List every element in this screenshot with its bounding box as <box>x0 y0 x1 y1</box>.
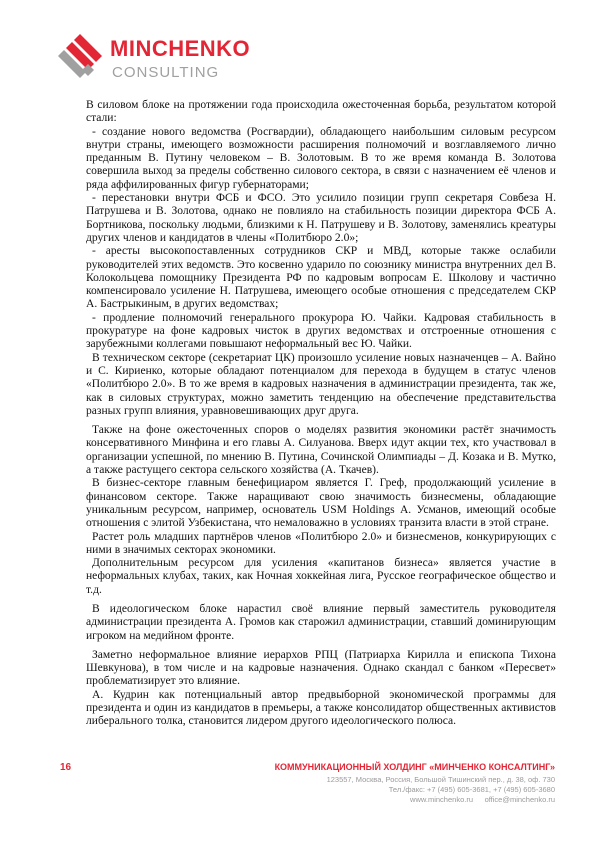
paragraph: А. Кудрин как потенциальный автор предвыборной экономической программы для президента и один из кандидатов в премьеры, а также консолидатор общественных активистов либерального толка, становится лидером другого идеологического полюса. <box>86 688 556 728</box>
paragraph: - перестановки внутри ФСБ и ФСО. Это усилило позиции групп секретаря Совбеза Н. Патрушева и В. Золотова, однако не повлияло на стабильность позиции директора ФСБ А. Бортникова, поскольку людьми, близкими к Н. Патрушеву и В. Золотову, заменялись креатуры других членов и кандидатов в члены «Политбюро 2.0»; <box>86 192 556 244</box>
paragraph: В бизнес-секторе главным бенефициаром является Г. Греф, продолжающий усиление в финансовом секторе. Также наращивают свою значимость бизнесмены, обладающие уникальным ресурсом, например, основатель USM Holdings А. Усманов, имеющий особые отношения с элитой Узбекистана, что немаловажно в условиях транзита власти в этой стране. <box>86 477 556 530</box>
paragraph: В техническом секторе (секретариат ЦК) произошло усиление новых назначенцев – А. Вайно и С. Кириенко, которые обладают потенциалом для перехода в будущем в статус членов «Политбюро 2.0». В то же время в кадровых назначения в администрации президента, так же, как в силовых структурах, можно заметить тенденцию на обеспечение представительства разных групп влияния, уравновешивающих друг друга. <box>86 351 556 417</box>
footer-website[interactable]: www.minchenko.ru <box>410 795 473 804</box>
page-number: 16 <box>60 762 72 773</box>
logo-name: MINCHENKO <box>110 36 251 61</box>
footer-company: КОММУНИКАЦИОННЫЙ ХОЛДИНГ «МИНЧЕНКО КОНСАЛТИНГ» <box>274 762 555 772</box>
company-logo <box>58 34 278 84</box>
paragraph: - создание нового ведомства (Росгвардии), обладающего наибольшим силовым ресурсом внутри страны, имеющего возможности расширения полномочий и возглавляемого лично преданным В. Путину человеком – В. Золотовым. В то же время команда В. Золотова совершила выход за пределы собственно силового сектора, в связи с назначением её членов и ряда аффилированных фигур губернаторами; <box>86 125 556 191</box>
footer-email[interactable]: office@minchenko.ru <box>484 795 555 804</box>
paragraph: В силовом блоке на протяжении года происходила ожесточенная борьба, результатом которой стали: <box>86 99 556 125</box>
footer-phone: Тел./факс: +7 (495) 605-3681, +7 (495) 605-3680 <box>388 785 555 794</box>
paragraph: Также на фоне ожесточенных споров о моделях развития экономики растёт значимость консервативного Минфина и его главы А. Силуанова. Вверх идут акции тех, кто участвовал в организации успешной, по мнению В. Путина, Сочинской Олимпиады – Д. Козака и В. Мутко, а также растущего сектора сельского хозяйства (А. Ткачев). <box>86 424 556 477</box>
paragraph: Дополнительным ресурсом для усиления «капитанов бизнеса» является участие в неформальных клубах, таких, как Ночная хоккейная лига, Русское географическое общество и т.д. <box>86 557 556 596</box>
paragraph: Растет роль младших партнёров членов «Политбюро 2.0» и бизнесменов, конкурирующих с ними в значимых секторах экономики. <box>86 530 556 556</box>
document-body <box>86 99 556 729</box>
logo-subtitle: CONSULTING <box>112 64 220 81</box>
footer-address: 123557, Москва, Россия, Большой Тишинский пер., д. 38, оф. 730 <box>326 775 555 784</box>
paragraph: Заметно неформальное влияние иерархов РПЦ (Патриарха Кирилла и епископа Тихона Шевкунова), в том числе и на кадровые назначения. Однако скандал с банком «Пересвет» проблематизирует это влияние. <box>86 648 556 688</box>
paragraph: - аресты высокопоставленных сотрудников СКР и МВД, которые также ослабили руководителей этих ведомств. Это косвенно ударило по союзнику министра внутренних дел В. Колокольцева помощнику Президента РФ по кадровым вопросам Е. Школову и частично компенсировало усиление Н. Патрушева, имеющего особые отношения с председателем СКР А. Бастрыкиным, в других ведомствах; <box>86 245 556 311</box>
paragraph: В идеологическом блоке нарастил своё влияние первый заместитель руководителя администрации президента А. Громов как старожил администрации, ставший доминирующим игроком на медийном фронте. <box>86 602 556 642</box>
logo-stripes-icon <box>58 34 106 80</box>
paragraph: - продление полномочий генерального прокурора Ю. Чайки. Кадровая стабильность в прокуратуре на фоне кадровых чисток в других ведомствах и отстроенные отношения с зарубежными коллегами повышают неформальный вес Ю. Чайки. <box>86 311 556 351</box>
